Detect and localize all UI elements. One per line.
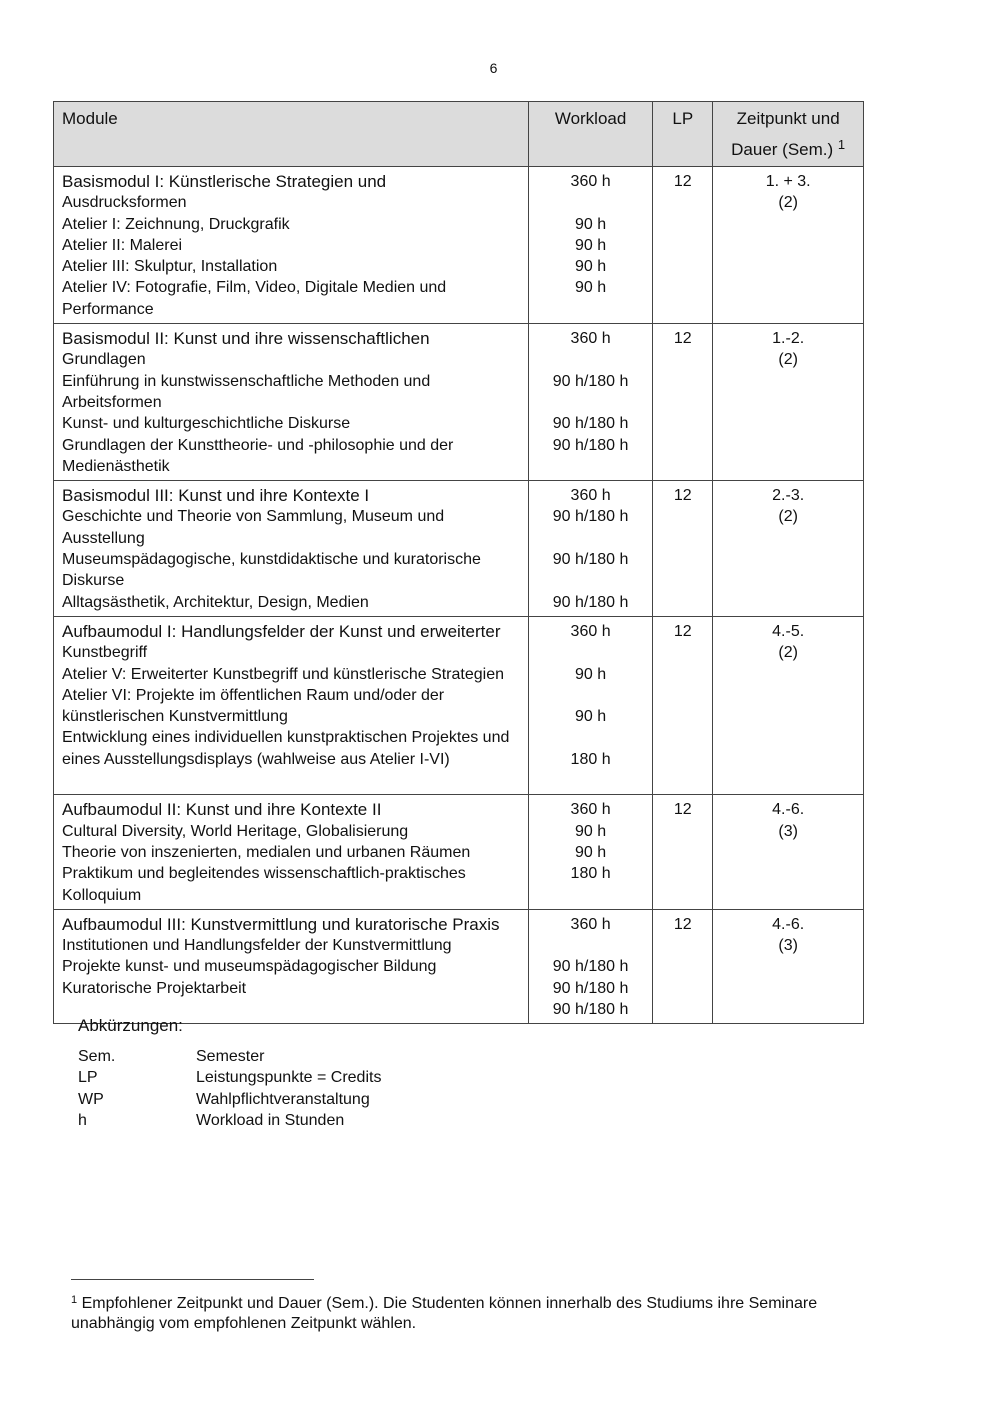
workload-line: 90 h/180 h: [552, 1000, 629, 1018]
table-header-row: [54, 102, 864, 167]
page-number: 6: [489, 60, 498, 76]
module-line: Grundlagen: [62, 351, 146, 369]
time-line: (2): [778, 194, 798, 212]
module-line: Kunstbegriff: [62, 644, 148, 662]
module-line: Basismodul III: Kunst und ihre Kontexte I: [62, 486, 370, 506]
module-line: Entwicklung eines individuellen kunstpraktischen Projektes und: [62, 729, 510, 747]
time-line: 4.-6.: [772, 915, 805, 933]
workload-line: 90 h/180 h: [552, 958, 629, 976]
workload-line: 90 h/180 h: [552, 436, 629, 454]
module-line: Atelier VI: Projekte im öffentlichen Raum und/oder der: [62, 686, 445, 704]
workload-line: 90 h/180 h: [552, 551, 629, 569]
workload-line: 90 h/180 h: [552, 593, 629, 611]
lp-cell: 12: [653, 909, 713, 1023]
footnote-reference: 1: [837, 137, 846, 152]
workload-cell: [528, 167, 652, 324]
workload-line: 90 h: [575, 215, 607, 233]
abbreviation-value: Workload in Stunden: [196, 1111, 345, 1129]
time-cell: [713, 324, 864, 481]
time-line: 1. + 3.: [765, 173, 811, 190]
module-line: Alltagsästhetik, Architektur, Design, Medien: [62, 593, 369, 611]
module-line: Ausstellung: [62, 529, 145, 547]
footnote: [71, 1290, 891, 1334]
time-cell: [713, 909, 864, 1023]
module-line: Theorie von inszenierten, medialen und urbanen Räumen: [62, 843, 471, 861]
workload-line: 90 h/180 h: [552, 979, 629, 997]
footnote-mark: 1: [71, 1294, 78, 1306]
abbreviations-list: [78, 1046, 381, 1131]
abbreviation-row: [78, 1110, 381, 1131]
workload-line: 90 h/180 h: [552, 415, 629, 433]
module-cell: [54, 909, 529, 1023]
workload-line: 360 h: [570, 487, 611, 505]
table-row: [54, 167, 864, 324]
module-line: Praktikum und begleitendes wissenschaftlich-praktisches: [62, 865, 466, 883]
workload-line: 90 h: [575, 822, 607, 840]
module-line: Projekte kunst- und museumspädagogischer Bildung: [62, 958, 437, 976]
time-line: 4.-6.: [772, 801, 805, 819]
time-line: (2): [778, 644, 798, 662]
module-line: Einführung in kunstwissenschaftliche Methoden und: [62, 372, 431, 390]
abbreviation-key: WP: [78, 1090, 104, 1108]
abbreviation-row: [78, 1046, 381, 1067]
module-line: Grundlagen der Kunsttheorie- und -philosophie und der: [62, 436, 454, 454]
workload-line: [537, 885, 644, 906]
lp-cell: 12: [653, 616, 713, 794]
header-time-line2: Dauer (Sem.): [731, 140, 834, 159]
module-line: Atelier III: Skulptur, Installation: [62, 258, 278, 276]
time-line: (2): [778, 508, 798, 526]
header-time-line1: Zeitpunkt und: [736, 109, 840, 128]
module-line: Atelier V: Erweiterter Kunstbegriff und künstlerische Strategien: [62, 665, 504, 683]
module-line: [62, 770, 520, 791]
lp-cell: 12: [653, 795, 713, 909]
abbreviation-key: LP: [78, 1069, 98, 1087]
workload-line: 360 h: [570, 173, 611, 190]
module-table: [53, 101, 864, 1024]
time-cell: [713, 167, 864, 324]
workload-cell: [528, 909, 652, 1023]
workload-line: 90 h: [575, 258, 607, 276]
workload-line: [537, 727, 644, 748]
workload-line: 360 h: [570, 622, 611, 640]
time-cell: [713, 795, 864, 909]
lp-cell: 12: [653, 324, 713, 481]
module-line: Institutionen und Handlungsfelder der Kunstvermittlung: [62, 937, 452, 955]
module-line: Cultural Diversity, World Heritage, Globalisierung: [62, 822, 409, 840]
module-line: Arbeitsformen: [62, 393, 162, 411]
module-line: Ausdrucksformen: [62, 194, 187, 212]
workload-line: 90 h/180 h: [552, 372, 629, 390]
abbreviation-key: Sem.: [78, 1048, 116, 1065]
module-line: Aufbaumodul I: Handlungsfelder der Kunst und erweiterter: [62, 621, 501, 641]
abbreviation-key: h: [78, 1111, 87, 1129]
abbreviations-heading: Abkürzungen:: [78, 1016, 183, 1035]
workload-line: [537, 349, 644, 370]
abbreviation-row: [78, 1089, 381, 1110]
lp-cell: 12: [653, 167, 713, 324]
module-line: Aufbaumodul III: Kunstvermittlung und kuratorische Praxis: [62, 914, 500, 934]
abbreviations-section: [78, 1016, 381, 1131]
module-line: Performance: [62, 300, 154, 318]
module-cell: [54, 481, 529, 617]
abbreviation-value: Leistungspunkte = Credits: [196, 1069, 382, 1087]
workload-line: 90 h: [575, 236, 607, 254]
table-row: [54, 616, 864, 794]
module-line: Medienästhetik: [62, 457, 170, 475]
workload-line: [537, 642, 644, 663]
module-line: eines Ausstellungsdisplays (wahlweise aus Atelier I-VI): [62, 750, 450, 768]
workload-line: [537, 192, 644, 213]
module-cell: [54, 167, 529, 324]
workload-line: [537, 528, 644, 549]
workload-line: 90 h: [575, 279, 607, 297]
module-line: Atelier I: Zeichnung, Druckgrafik: [62, 215, 290, 233]
abbreviation-value: Semester: [196, 1048, 265, 1065]
time-line: (3): [778, 937, 798, 955]
module-line: Basismodul I: Künstlerische Strategien und: [62, 172, 387, 191]
module-line: Kuratorische Projektarbeit: [62, 979, 247, 997]
module-line: Kolloquium: [62, 886, 142, 904]
workload-cell: [528, 616, 652, 794]
workload-line: 90 h: [575, 708, 607, 726]
workload-line: [537, 299, 644, 320]
workload-line: [537, 392, 644, 413]
module-cell: [54, 616, 529, 794]
table-body: [54, 167, 864, 1024]
footnote-divider: [71, 1279, 314, 1280]
module-line: Atelier IV: Fotografie, Film, Video, Digitale Medien und: [62, 279, 447, 297]
table-row: [54, 481, 864, 617]
workload-line: [537, 685, 644, 706]
workload-line: [537, 456, 644, 477]
abbreviation-value: Wahlpflichtveranstaltung: [196, 1090, 370, 1108]
workload-line: 360 h: [570, 330, 611, 348]
time-line: (3): [778, 822, 798, 840]
workload-cell: [528, 481, 652, 617]
module-cell: [54, 795, 529, 909]
table-row: [54, 324, 864, 481]
time-cell: [713, 616, 864, 794]
workload-cell: [528, 795, 652, 909]
module-line: Geschichte und Theorie von Sammlung, Museum und: [62, 508, 445, 526]
time-line: (2): [778, 351, 798, 369]
module-line: Diskurse: [62, 572, 125, 590]
header-workload: Workload: [528, 102, 652, 167]
module-line: Aufbaumodul II: Kunst und ihre Kontexte II: [62, 800, 382, 820]
module-line: Kunst- und kulturgeschichtliche Diskurse: [62, 415, 351, 433]
time-cell: [713, 481, 864, 617]
workload-line: 90 h: [575, 665, 607, 683]
time-line: 4.-5.: [772, 622, 805, 640]
workload-line: 180 h: [570, 865, 611, 883]
module-line: Basismodul II: Kunst und ihre wissenschaftlichen: [62, 329, 430, 349]
workload-cell: [528, 324, 652, 481]
workload-line: 180 h: [570, 750, 611, 768]
footnote-text: Empfohlener Zeitpunkt und Dauer (Sem.). Die Studenten können innerhalb des Studiums ihre Seminare unabhängig vom empfohlenen Zeitpunkt wählen.: [71, 1295, 818, 1332]
header-lp: LP: [653, 102, 713, 167]
workload-line: 360 h: [570, 801, 611, 819]
module-line: Museumspädagogische, kunstdidaktische und kuratorische: [62, 551, 481, 569]
header-module: Module: [54, 102, 529, 167]
abbreviation-row: [78, 1067, 381, 1088]
time-line: 2.-3.: [772, 487, 805, 505]
workload-line: 90 h/180 h: [552, 508, 629, 526]
header-time: [713, 102, 864, 167]
workload-line: [537, 570, 644, 591]
module-line: Atelier II: Malerei: [62, 236, 183, 254]
workload-line: 90 h: [575, 843, 607, 861]
time-line: 1.-2.: [772, 330, 805, 348]
module-line: künstlerischen Kunstvermittlung: [62, 708, 288, 726]
module-cell: [54, 324, 529, 481]
workload-line: [537, 935, 644, 956]
table-row: [54, 795, 864, 909]
lp-cell: 12: [653, 481, 713, 617]
table-row: [54, 909, 864, 1023]
workload-line: 360 h: [570, 915, 611, 933]
workload-line: [537, 770, 644, 791]
